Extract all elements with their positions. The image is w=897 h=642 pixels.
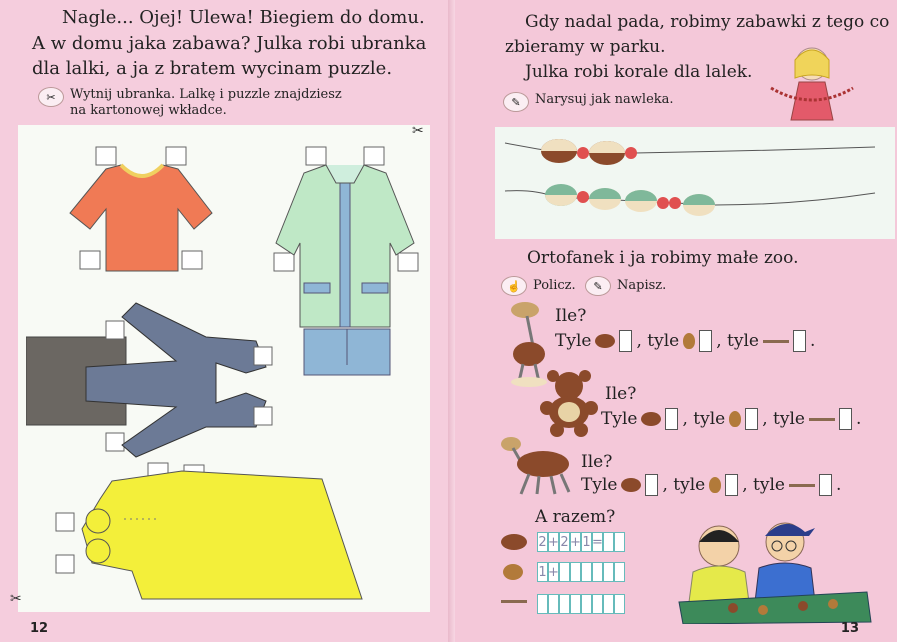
tyle-label: Tyle: [555, 331, 592, 351]
stick-icon: [763, 340, 789, 343]
grid-cell[interactable]: [581, 594, 592, 614]
grid-cell[interactable]: [603, 594, 614, 614]
period: .: [835, 475, 842, 495]
grid-cell[interactable]: +: [570, 532, 581, 552]
grid-cell[interactable]: [592, 562, 603, 582]
tyle-label: Tyle: [601, 409, 638, 429]
acorn-icon: [709, 477, 721, 493]
page-number-right: 13: [840, 621, 859, 636]
tyle-label: , tyle: [662, 475, 706, 495]
tyle-label: , tyle: [742, 475, 785, 495]
sticks-group-icon: [501, 600, 527, 603]
coat-cutout[interactable]: [270, 143, 420, 403]
grid-cell[interactable]: [603, 562, 614, 582]
cut-instruction: [38, 87, 342, 119]
tyle-label: Tyle: [581, 475, 618, 495]
total-question: A razem?: [535, 507, 616, 527]
scissors-hand-icon: ✂: [38, 87, 64, 107]
answer-box[interactable]: [839, 408, 852, 430]
girl-illustration: [767, 42, 857, 126]
zoo-title: Ortofanek i ja robimy małe zoo.: [527, 248, 799, 268]
story-line-3: dla lalki, a ja z bratem wycinam puzzle.: [32, 58, 393, 79]
chestnut-deer-illustration: [499, 436, 575, 496]
answer-box[interactable]: [819, 474, 832, 496]
bear-count-row: [601, 408, 861, 430]
pencil-hand-icon: ✎: [503, 92, 529, 112]
shirt-cutout[interactable]: [66, 143, 216, 278]
grid-cell[interactable]: 1: [581, 532, 592, 552]
cutout-panel: [10, 123, 430, 612]
tyle-label: , tyle: [636, 331, 680, 351]
grid-cell[interactable]: [603, 532, 614, 552]
grid-cell[interactable]: [548, 594, 559, 614]
right-story-line-3: Julka robi korale dla lalek.: [525, 62, 753, 82]
story-line-1: Nagle... Ojej! Ulewa! Biegiem do domu.: [62, 7, 425, 28]
sum-grid-chestnuts[interactable]: [537, 532, 625, 552]
sum-grid-sticks[interactable]: [537, 594, 625, 614]
grid-cell[interactable]: [570, 594, 581, 614]
grid-cell[interactable]: +: [548, 532, 559, 552]
answer-box[interactable]: [725, 474, 738, 496]
grid-cell[interactable]: 2: [537, 532, 548, 552]
chestnut-icon: [641, 412, 661, 426]
grid-cell[interactable]: [614, 532, 625, 552]
scissors-bottom-icon: ✂: [10, 591, 22, 607]
grid-cell[interactable]: 2: [559, 532, 570, 552]
deer-question: Ile?: [581, 452, 613, 472]
chestnuts-group-icon: [501, 534, 527, 550]
bear-question: Ile?: [605, 384, 637, 404]
acorn-icon: [683, 333, 695, 349]
instruction-line-1: Wytnij ubranka. Lalkę i puzzle znajdziesz: [70, 87, 342, 102]
grid-cell[interactable]: [614, 594, 625, 614]
grid-cell[interactable]: [592, 594, 603, 614]
period: .: [809, 331, 816, 351]
page-number-left: 12: [30, 621, 49, 636]
bead-drawing-panel[interactable]: [495, 127, 895, 239]
write-label: Napisz.: [617, 278, 667, 293]
write-instruction: [585, 276, 666, 296]
scissors-icon: ✂: [412, 123, 424, 139]
count-instruction: [501, 276, 576, 296]
deer-count-row: [581, 474, 841, 496]
bead-strings: [495, 127, 895, 239]
count-label: Policz.: [533, 278, 576, 293]
chestnut-icon: [621, 478, 641, 492]
draw-instruction: [503, 92, 674, 112]
chestnut-bear-illustration: [539, 368, 605, 438]
dress-cutout[interactable]: [52, 459, 372, 609]
tyle-label: , tyle: [682, 409, 726, 429]
period: .: [855, 409, 862, 429]
grid-cell[interactable]: [570, 562, 581, 582]
answer-box[interactable]: [745, 408, 758, 430]
chestnut-icon: [595, 334, 615, 348]
answer-box[interactable]: [699, 330, 712, 352]
grid-cell[interactable]: =: [592, 532, 603, 552]
grid-cell[interactable]: [559, 562, 570, 582]
acorns-group-icon: [503, 564, 523, 580]
grid-cell[interactable]: [581, 562, 592, 582]
answer-box[interactable]: [619, 330, 632, 352]
answer-box[interactable]: [645, 474, 658, 496]
stick-icon: [789, 484, 815, 487]
grid-cell[interactable]: [559, 594, 570, 614]
answer-box[interactable]: [793, 330, 806, 352]
sum-grid-acorns[interactable]: [537, 562, 625, 582]
grid-cell[interactable]: [614, 562, 625, 582]
stick-icon: [809, 418, 835, 421]
tyle-label: , tyle: [762, 409, 805, 429]
story-line-2: A w domu jaka zabawa? Julka robi ubranka: [32, 33, 427, 54]
answer-box[interactable]: [665, 408, 678, 430]
giraffe-count-row: [555, 330, 815, 352]
counting-hand-icon: ☝: [501, 276, 527, 296]
grid-cell[interactable]: [537, 594, 548, 614]
acorn-icon: [729, 411, 741, 427]
jacket-cutout[interactable]: [26, 297, 276, 467]
grid-cell[interactable]: +: [548, 562, 559, 582]
right-story-line-1: Gdy nadal pada, robimy zabawki z tego co: [525, 12, 890, 32]
giraffe-question: Ile?: [555, 306, 587, 326]
pencil-icon: ✎: [585, 276, 611, 296]
right-story-line-2: zbieramy w parku.: [505, 37, 666, 57]
right-page: [455, 0, 897, 642]
grid-cell[interactable]: 1: [537, 562, 548, 582]
instruction-line-2: na kartonowej wkładce.: [70, 103, 227, 118]
children-illustration: [673, 506, 873, 624]
draw-instruction-text: Narysuj jak nawleka.: [535, 92, 674, 107]
tyle-label: , tyle: [716, 331, 759, 351]
